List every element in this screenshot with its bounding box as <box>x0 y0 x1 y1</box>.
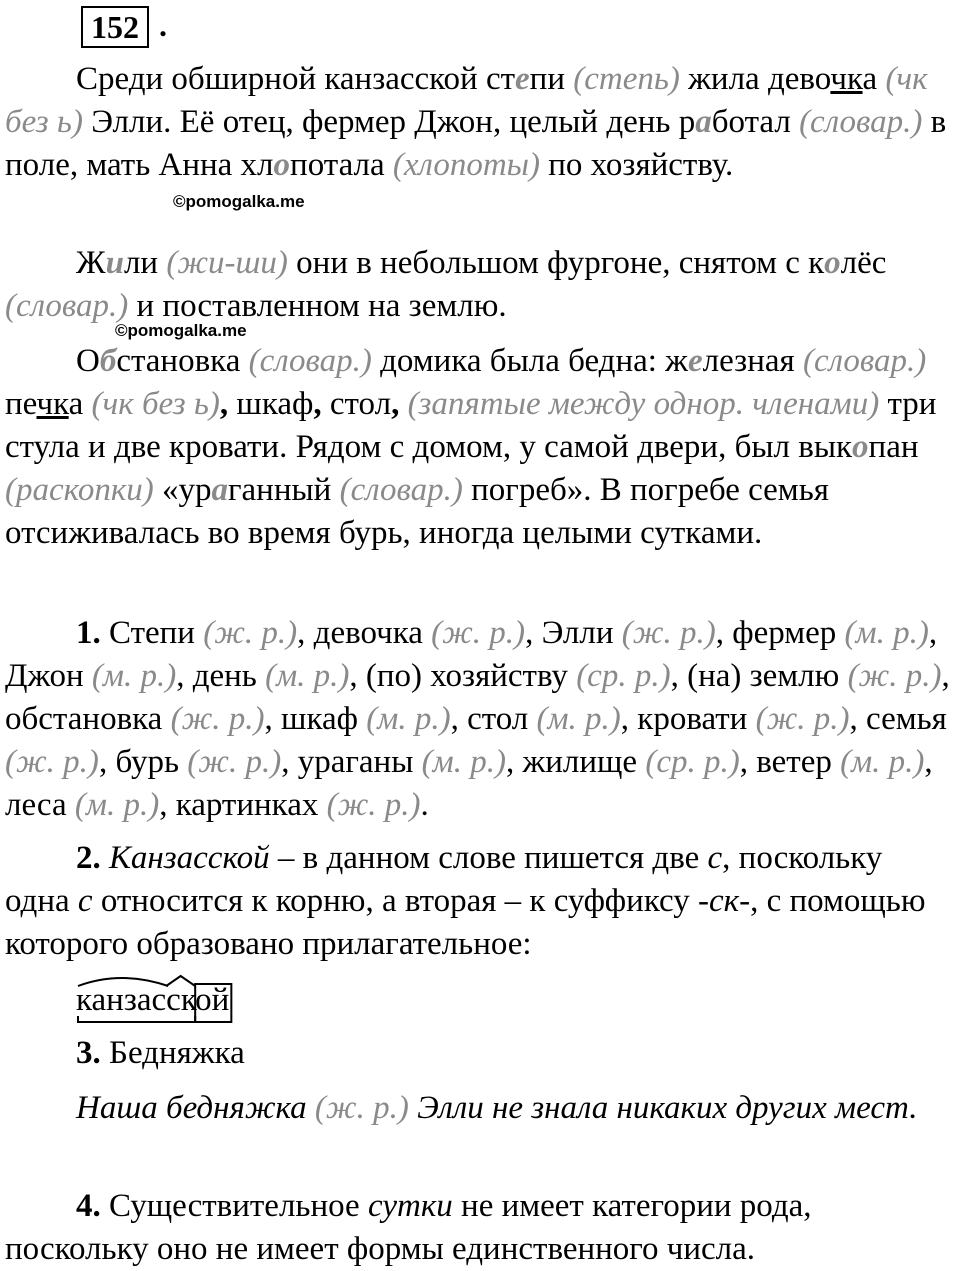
noun-6: , (по) хозяйству <box>349 658 577 694</box>
noun-18: , картинках <box>159 787 327 823</box>
root-arc <box>78 978 168 986</box>
gender-mark-10: (м. р.) <box>536 701 621 737</box>
gender-mark-12: (ж. р.) <box>5 744 99 780</box>
noun-16: , ветер <box>739 744 841 780</box>
suffix-mark <box>166 976 195 986</box>
gender-mark-4: (м. р.) <box>91 658 177 694</box>
task-number-dot: . <box>159 7 167 43</box>
gender-mark-7: (ж. р.) <box>847 658 942 694</box>
noun-15: , жилище <box>505 744 646 780</box>
noun-9: , шкаф <box>264 701 367 737</box>
gender-mark-1: (ж. р.) <box>431 615 526 651</box>
stem-mark <box>78 1016 195 1022</box>
noun-0: Степи <box>100 615 204 651</box>
noun-2: , Элли <box>525 615 622 651</box>
gender-mark-15: (ср. р.) <box>645 744 740 780</box>
noun-1: , девочка <box>297 615 432 651</box>
noun-4: , Джон <box>5 615 938 694</box>
watermark: ©pomogalka.me <box>173 192 305 211</box>
item-2: 2. Канзасской – в данном слове пишется две с, поскольку одна с относится к корню, а вторая – к суффиксу -ск-, с помощью которого образовано прилагательное: <box>5 840 926 962</box>
item-1: 1. Степи (ж. р.), девочка (ж. р.), Элли (ж. р.), фермер (м. р.), Джон (м. р.), день (м. р.), (по) хозяйству (ср. р.), (на) землю (ж. р.), обстановка (ж. р.), шкаф (м. р.), стол (м. р.), кровати (ж. р.), семья (ж. р.), бурь (ж. р.), ураганы (м. р.), жилище (ср. р.), ветер (м. р.), леса (м. р.), картинках (ж. р.). <box>5 615 950 823</box>
ending-box <box>195 984 231 1022</box>
gender-mark-14: (м. р.) <box>421 744 506 780</box>
morpheme-marks <box>76 966 236 1026</box>
gender-mark-8: (ж. р.) <box>170 701 265 737</box>
noun-17: , леса <box>5 744 933 823</box>
noun-10: , стол <box>450 701 537 737</box>
gender-mark-5: (м. р.) <box>265 658 350 694</box>
noun-5: , день <box>176 658 266 694</box>
gender-mark-6: (ср. р.) <box>576 658 671 694</box>
noun-11: , кровати <box>620 701 756 737</box>
noun-13: , бурь <box>98 744 188 780</box>
gender-mark-18: (ж. р.) <box>326 787 421 823</box>
gender-mark-2: (ж. р.) <box>621 615 716 651</box>
noun-12: , семья <box>849 701 947 737</box>
gender-mark-9: (м. р.) <box>366 701 451 737</box>
gender-mark-13: (ж. р.) <box>187 744 282 780</box>
noun-8: , обстановка <box>5 658 950 737</box>
gender-mark-11: (ж. р.) <box>755 701 850 737</box>
gender-mark-0: (ж. р.) <box>203 615 298 651</box>
paragraph-1: Среди обширной канзасской степи (степь) жила девочка (чк без ь) Элли. Её отец, фермер Джон, целый день работал (словар.) в поле, мать Анна хлопотала (хлопоты) по хозяйству. <box>5 61 947 183</box>
task-number: 152 <box>81 6 149 48</box>
gender-mark-3: (м. р.) <box>844 615 929 651</box>
noun-3: , фермер <box>715 615 845 651</box>
paragraph-3: Обстановка (словар.) домика была бедна: железная (словар.) печка (чк без ь), шкаф, стол, (запятые между однор. членами) три стула и две кровати. Рядом с домом, у самой двери, был выкопан (раскопки) «ураганный (словар.) погреб». В погребе семья отсиживалась во время бурь, иногда целыми сутками. <box>5 343 937 551</box>
noun-14: , ураганы <box>281 744 422 780</box>
item-1-end: . <box>420 787 429 823</box>
gender-mark-17: (м. р.) <box>74 787 160 823</box>
paragraph-2: Жили (жи-ши) они в небольшом фургоне, снятом с колёс (словар.) и поставленном на землю. <box>5 245 887 324</box>
gender-mark-16: (м. р.) <box>840 744 925 780</box>
watermark: ©pomogalka.me <box>115 321 247 340</box>
item-3: 3. Бедняжка <box>76 1035 245 1071</box>
morpheme-word: канзасской <box>76 982 230 1018</box>
item-3-example: Наша бедняжка (ж. р.) Элли не знала никаких других мест. <box>76 1090 918 1126</box>
item-4: 4. Существительное сутки не имеет категории рода, поскольку оно не имеет формы единственного числа. <box>5 1188 812 1267</box>
noun-7: , (на) землю <box>670 658 848 694</box>
